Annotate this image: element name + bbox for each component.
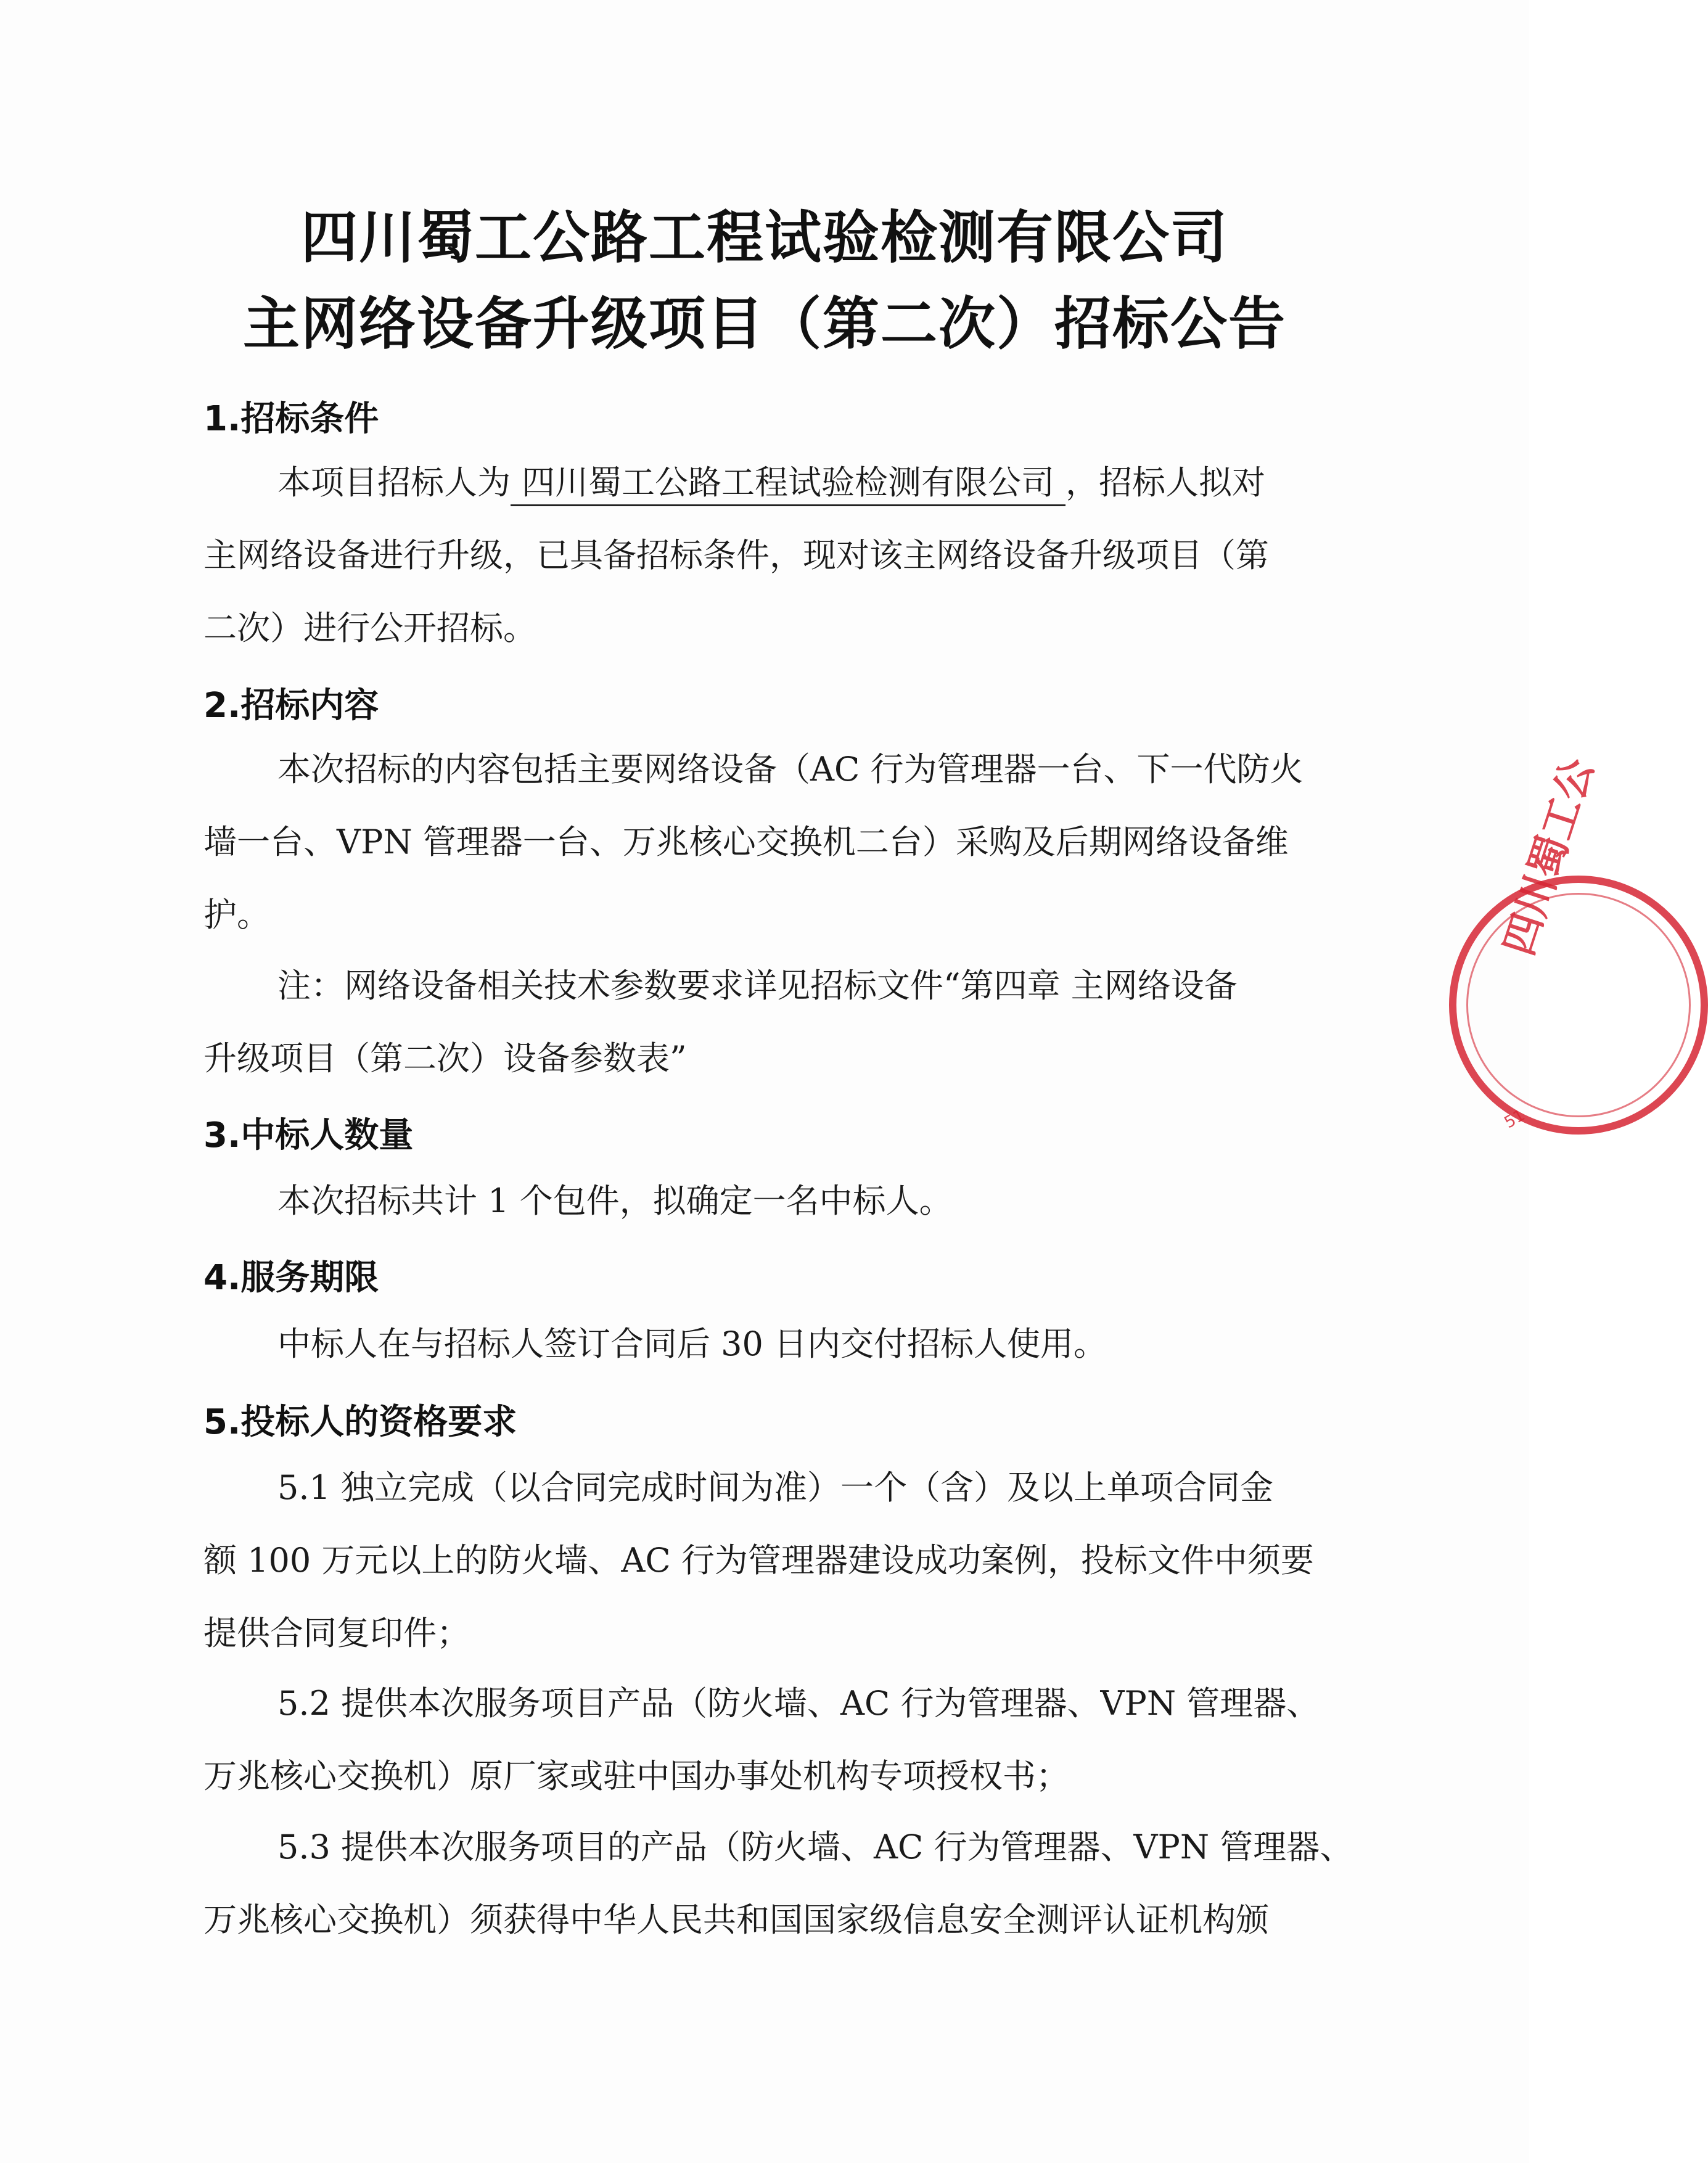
- company-seal-code: 51: [1501, 1106, 1529, 1133]
- document-title-line-1: 四川蜀工公路工程试验检测有限公司: [300, 205, 1228, 271]
- company-seal-text: 四川蜀工公: [1495, 752, 1603, 961]
- paragraph-line: 护。: [203, 895, 270, 934]
- section-heading-1: 1.招标条件: [203, 399, 379, 439]
- note-line: 升级项目（第二次）设备参数表”: [203, 1039, 687, 1078]
- requirement-line: 额 100 万元以上的防火墙、AC 行为管理器建设成功案例，投标文件中须要: [203, 1541, 1314, 1580]
- document-title-line-2: 主网络设备升级项目（第二次）招标公告: [242, 291, 1286, 357]
- paragraph-text: ，招标人拟对: [1065, 463, 1265, 502]
- paragraph-line: 墙一台、VPN 管理器一台、万兆核心交换机二台）采购及后期网络设备维: [203, 823, 1289, 861]
- paragraph-line: 主网络设备进行升级，已具备招标条件，现对该主网络设备升级项目（第: [203, 536, 1269, 575]
- note-line: 注：网络设备相关技术参数要求详见招标文件“第四章 主网络设备: [277, 966, 1238, 1005]
- section-heading-2: 2.招标内容: [203, 686, 379, 726]
- section-heading-5: 5.投标人的资格要求: [203, 1402, 517, 1442]
- paragraph-line: [277, 456, 1265, 504]
- requirement-line: 5.3 提供本次服务项目的产品（防火墙、AC 行为管理器、VPN 管理器、: [277, 1828, 1353, 1866]
- paragraph-line: 中标人在与招标人签订合同后 30 日内交付招标人使用。: [277, 1324, 1107, 1363]
- requirement-line: 万兆核心交换机）须获得中华人民共和国国家级信息安全测评认证机构颁: [203, 1900, 1269, 1939]
- paragraph-line: 本次招标共计 1 个包件，拟确定一名中标人。: [277, 1181, 953, 1220]
- tenderer-company-name: 四川蜀工公路工程试验检测有限公司: [511, 463, 1065, 506]
- paragraph-line: 本次招标的内容包括主要网络设备（AC 行为管理器一台、下一代防火: [277, 750, 1304, 789]
- requirement-line: 万兆核心交换机）原厂家或驻中国办事处机构专项授权书；: [203, 1757, 1069, 1796]
- paragraph-line: 二次）进行公开招标。: [203, 609, 536, 647]
- paragraph-text: 本项目招标人为: [277, 463, 511, 502]
- section-heading-3: 3.中标人数量: [203, 1115, 414, 1155]
- section-heading-4: 4.服务期限: [203, 1258, 379, 1298]
- requirement-line: 5.2 提供本次服务项目产品（防火墙、AC 行为管理器、VPN 管理器、: [277, 1684, 1320, 1723]
- requirement-line: 提供合同复印件；: [203, 1614, 470, 1652]
- requirement-line: 5.1 独立完成（以合同完成时间为准）一个（含）及以上单项合同金: [277, 1468, 1274, 1507]
